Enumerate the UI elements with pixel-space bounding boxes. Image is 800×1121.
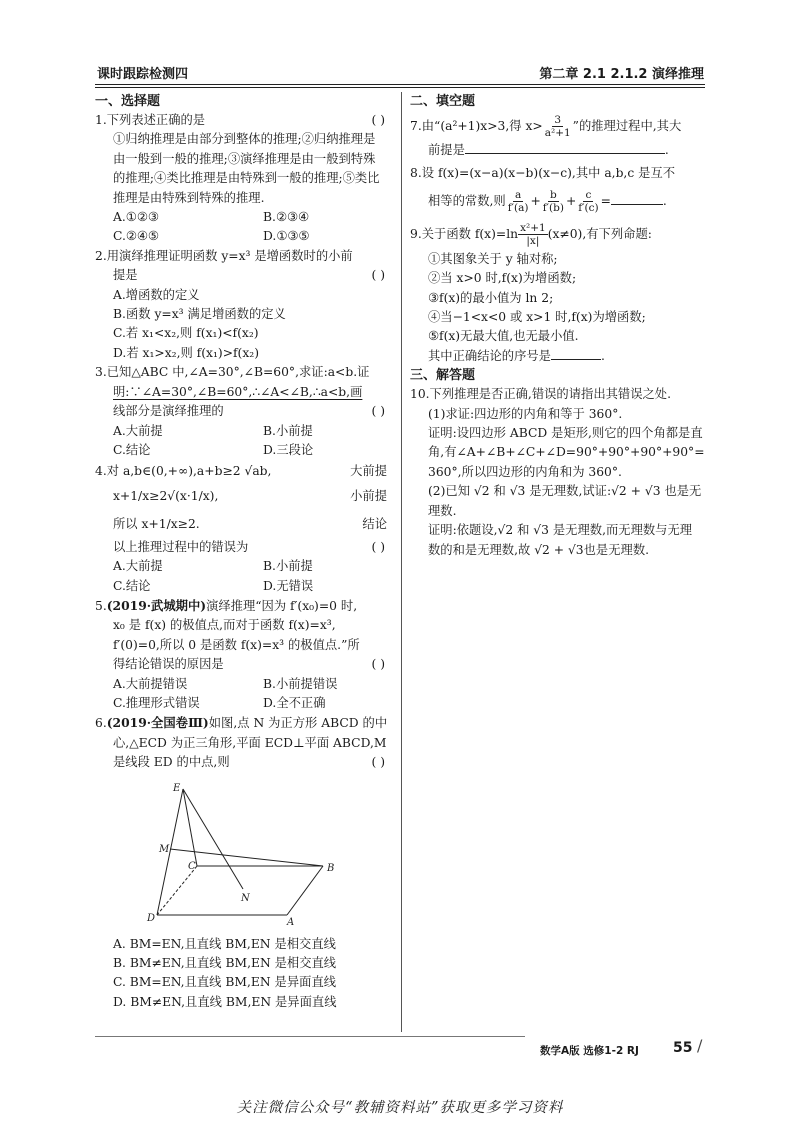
q8-answer-blank[interactable] (611, 204, 663, 205)
q6-option-d: D. BM≠EN,且直线 BM,EN 是异面直线 (113, 994, 337, 1009)
q1-line: 推理是由特殊到特殊的推理. (113, 190, 265, 205)
q4-option-a: A.大前提 (113, 559, 163, 574)
q4-options-row (95, 557, 395, 576)
q1-option-c: C.②④⑤ (113, 229, 159, 244)
section-choice-title: 一、选择题 (95, 94, 161, 109)
q2-line: 2.用演绎推理证明函数 y=x³ 是增函数时的小前 (95, 248, 353, 263)
footer-edition-badge: 数学A版 选修1-2 RJ (540, 1045, 639, 1057)
q3-option-a: A.大前提 (113, 423, 163, 438)
bottom-promo-note: 关注微信公众号“教辅资料站”获取更多学习资料 (236, 1100, 564, 1116)
label-C: C (188, 860, 196, 872)
q8-fraction-a: $\frac{a}{f'(a)}$ (507, 188, 529, 214)
q5-line: x₀ 是 f(x) 的极值点,而对于函数 f(x)=x³, (113, 618, 336, 633)
q6-source: (2019·全国卷Ⅲ) (106, 715, 209, 731)
q1-options-row (95, 208, 395, 227)
q7-answer-blank[interactable] (465, 153, 665, 154)
q3-option-c: C.结论 (113, 442, 151, 457)
q9-item: ③f(x)的最小值为 ln 2; (428, 290, 554, 305)
header-chapter: 第二章 2.1 2.1.2 演绎推理 (539, 67, 704, 82)
q9-item: ②当 x>0 时,f(x)为增函数; (428, 271, 577, 286)
q1-line: ①归纳推理是由部分到整体的推理;②归纳推理是 (113, 132, 376, 147)
q6-line: 6.(2019·全国卷Ⅲ)如图,点 N 为正方形 ABCD 的中 (95, 715, 388, 731)
q4-option-c: C.结论 (113, 578, 151, 593)
label-N: N (241, 892, 250, 904)
q8-fraction-c: $\frac{c}{f'(c)}$ (578, 188, 599, 214)
label-M: M (159, 843, 170, 855)
q1-option-b: B.②③④ (263, 210, 310, 225)
page-number: 55 (673, 1040, 693, 1056)
page-slash: / (697, 1036, 703, 1055)
q3-line: 3.已知△ABC 中,∠A=30°,∠B=60°,求证:a<b.证 (95, 365, 370, 380)
footer-rule (95, 1036, 525, 1037)
q10-line: 数的和是无理数,故 √2 + √3也是无理数. (428, 542, 650, 557)
q1-stem: 1.下列表述正确的是 ( ) (95, 111, 395, 130)
q9-fraction: $\frac{\text{x²+1}}{|x|}$ (520, 221, 546, 247)
q6-geometry-figure (135, 781, 365, 931)
q10-line: 角,有∠A+∠B+∠C+∠D=90°+90°+90°+90°= (428, 445, 705, 460)
q3-line: 线部分是演绎推理的 ( ) (95, 402, 395, 421)
q2-option-b: B.函数 y=x³ 满足增函数的定义 (113, 307, 286, 322)
q5-answer-paren: ( ) (371, 657, 385, 672)
q6-option-c: C. BM=EN,且直线 BM,EN 是异面直线 (113, 975, 337, 990)
q2-line: 提是 ( ) (95, 266, 395, 285)
q6-answer-paren: ( ) (371, 755, 385, 770)
q6-option-b: B. BM≠EN,且直线 BM,EN 是相交直线 (113, 956, 337, 970)
q10-line: 360°,所以四边形的内角和为 360°. (428, 464, 622, 479)
edge-DC (157, 866, 197, 915)
q10-line: 10.下列推理是否正确,错误的请指出其错误之处. (410, 387, 672, 402)
q4-tag-conclusion: 结论 (362, 516, 387, 531)
q5-options-row (95, 675, 395, 694)
q4-option-d: D.无错误 (263, 578, 314, 593)
q4-tag-minor: 小前提 (350, 488, 387, 503)
q4-line: x+1/x≥2√(x·1/x), 小前提 (95, 482, 395, 510)
q6-line: 心,△ECD 为正三角形,平面 ECD⊥平面 ABCD,M (113, 735, 387, 750)
edge-AB (287, 866, 323, 915)
header-rule-thin (95, 87, 705, 88)
q10-line: (1)求证:四边形的内角和等于 360°. (428, 406, 623, 421)
q1-options-row (95, 227, 395, 246)
label-D: D (147, 912, 156, 924)
q6-figure-svg (135, 781, 365, 931)
q3-options-row (95, 441, 395, 460)
q5-options-row (95, 694, 395, 713)
q7-fraction: $\frac{3}{\text{a²+1}}$ (544, 114, 571, 139)
q10-line: 证明:依题设,√2 和 √3 是无理数,而无理数与无理 (428, 523, 693, 538)
left-column (95, 92, 395, 1012)
q5-option-d: D.全不正确 (263, 695, 326, 710)
section-fill-title: 二、填空题 (410, 94, 476, 109)
q7-line: 前提是 . (428, 143, 669, 157)
label-A: A (287, 916, 295, 928)
q9-line: 9.关于函数 f(x)=ln $\frac{\text{x²+1}}{|x|}$ (x≠0),有下列命题: (410, 221, 652, 247)
q5-line: f′(0)=0,所以 0 是函数 f(x)=x³ 的极值点.”所 (113, 637, 360, 652)
header-rule (95, 84, 705, 85)
q7-line: 7.由“(a²+1)x>3,得 x> $\frac{3}{\text{a²+1}}$ ”的推理过程中,其大 (410, 114, 682, 139)
q8-line: 8.设 f(x)=(x−a)(x−b)(x−c),其中 a,b,c 是互不 (410, 166, 676, 181)
q2-answer-paren: ( ) (371, 268, 385, 283)
q5-option-a: A.大前提错误 (113, 676, 188, 691)
column-divider (401, 92, 402, 1032)
q6-line: 是线段 ED 的中点,则 ( ) (95, 753, 395, 772)
q5-line: 得结论错误的原因是 ( ) (95, 655, 395, 674)
right-column (410, 92, 706, 560)
q3-line: 明:∵∠A=30°,∠B=60°,∴∠A<∠B,∴a<b,画 (113, 384, 363, 399)
q4-option-b: B.小前提 (263, 559, 313, 574)
q9-item: ④当−1<x<0 或 x>1 时,f(x)为增函数; (428, 310, 646, 325)
q9-item: ①其图象关于 y 轴对称; (428, 251, 558, 266)
q4-options-row (95, 577, 395, 596)
q4-answer-paren: ( ) (371, 539, 385, 554)
q4-line: 4.对 a,b∈(0,+∞),a+b≥2 √ab, 大前提 (95, 462, 395, 481)
q2-option-c: C.若 x₁<x₂,则 f(x₁)<f(x₂) (113, 326, 259, 341)
q1-answer-paren: ( ) (371, 113, 385, 127)
q10-line: 理数. (428, 503, 457, 518)
header-title: 课时跟踪检测四 (97, 67, 189, 82)
q6-option-a: A. BM=EN,且直线 BM,EN 是相交直线 (113, 936, 336, 951)
q3-options-row (95, 422, 395, 441)
q1-line: 的推理;④类比推理是由特殊到一般的推理;⑤类比 (113, 171, 380, 186)
q2-option-d: D.若 x₁>x₂,则 f(x₁)>f(x₂) (113, 345, 260, 360)
q1-line: 由一般到一般的推理;③演绎推理是由一般到特殊 (113, 151, 376, 166)
label-B: B (327, 862, 335, 874)
label-E: E (173, 782, 181, 794)
q2-option-a: A.增函数的定义 (113, 287, 200, 302)
q9-item: ⑤f(x)无最大值,也无最小值. (428, 329, 579, 344)
q5-source: (2019·武城期中) (106, 597, 207, 613)
q8-fraction-b: $\frac{b}{f'(b)}$ (542, 188, 564, 214)
q1-option-a: A.①②③ (113, 210, 159, 225)
q5-option-b: B.小前提错误 (263, 676, 338, 691)
q5-line: 5.(2019·武城期中)演绎推理“因为 f′(x₀)=0 时, (95, 597, 358, 613)
section-answer-title: 三、解答题 (410, 368, 476, 384)
q4-tag-major: 大前提 (350, 464, 387, 479)
q10-line: (2)已知 √2 和 √3 是无理数,试证:√2 + √3 也是无 (428, 484, 702, 499)
q1-option-d: D.①③⑤ (263, 229, 310, 244)
q9-line: 其中正确结论的序号是 . (428, 348, 605, 363)
q3-option-d: D.三段论 (263, 442, 314, 457)
q4-line: 所以 x+1/x≥2. 结论 (95, 510, 395, 538)
q4-line: 以上推理过程中的错误为 ( ) (95, 538, 395, 557)
q3-option-b: B.小前提 (263, 423, 313, 438)
q3-answer-paren: ( ) (371, 404, 385, 419)
q10-line: 证明:设四边形 ABCD 是矩形,则它的四个角都是直 (428, 426, 703, 441)
q9-answer-blank[interactable] (551, 359, 601, 360)
q5-option-c: C.推理形式错误 (113, 695, 200, 710)
q8-line: 相等的常数,则 $\frac{a}{f'(a)}$ + $\frac{b}{f'(b)}$ + $\frac{c}{f'(c)}$ = . (428, 188, 667, 214)
